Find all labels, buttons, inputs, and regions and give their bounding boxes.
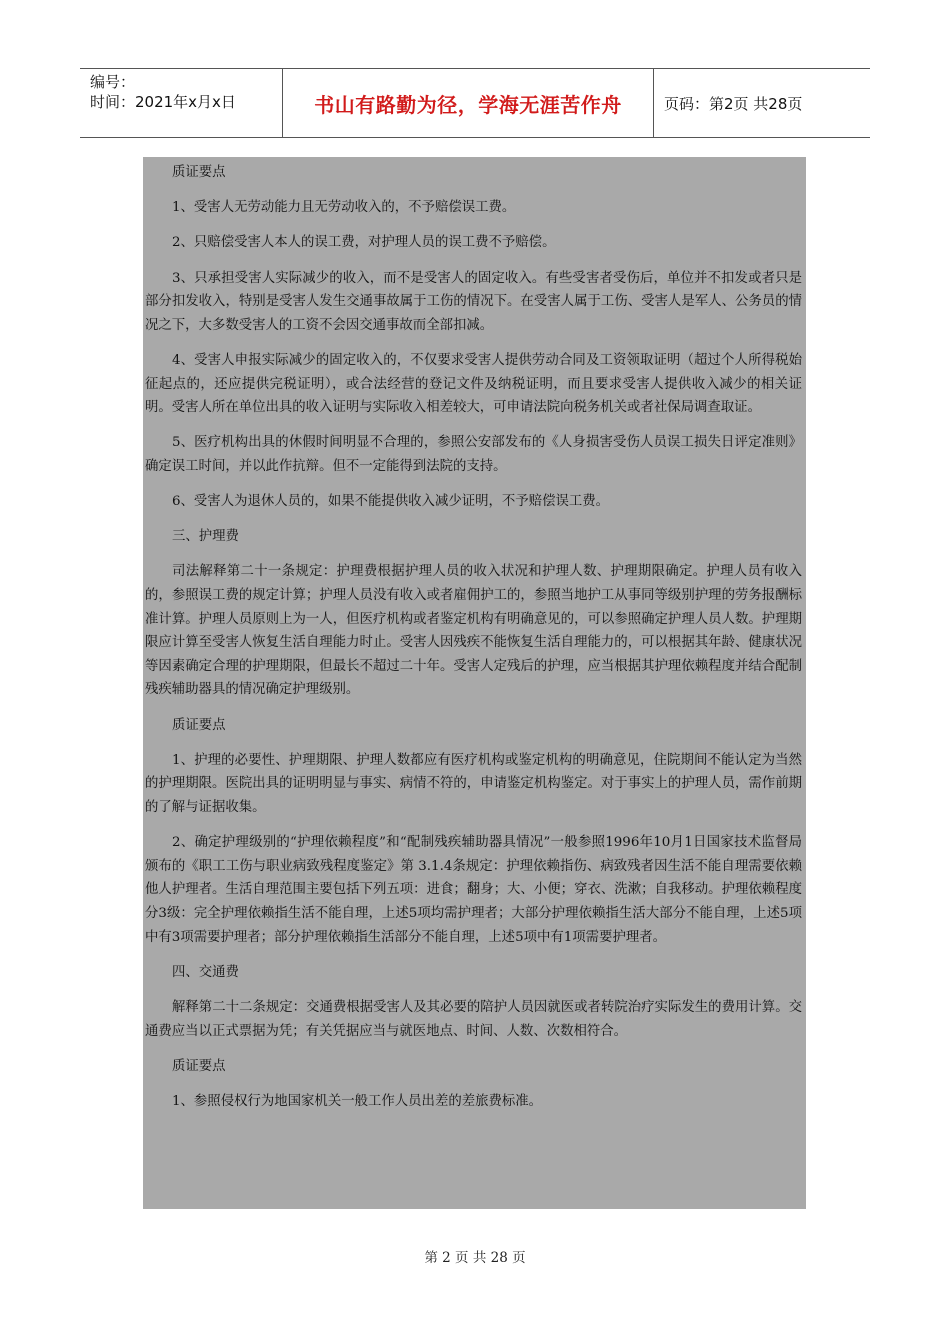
document-body [143, 157, 806, 1209]
header-meta [80, 69, 282, 137]
header-page-number: 页码：第2页 共28页 [664, 94, 803, 113]
body-paragraph: 5、医疗机构出具的休假时间明显不合理的，参照公安部发布的《人身损害受伤人员误工损失日评定准则》确定误工时间，并以此作抗辩。但不一定能得到法院的支持。 [145, 435, 802, 474]
body-paragraph: 6、受害人为退休人员的，如果不能提供收入减少证明，不予赔偿误工费。 [172, 494, 610, 510]
body-paragraph: 1、参照侵权行为地国家机关一般工作人员出差的差旅费标准。 [172, 1093, 543, 1109]
header-motto: 书山有路勤为径，学海无涯苦作舟 [282, 69, 654, 137]
page-header [80, 68, 870, 138]
page-footer: 第 2 页 共 28 页 [424, 1250, 526, 1266]
section-heading: 质证要点 [172, 717, 226, 733]
body-paragraph: 4、受害人申报实际减少的固定收入的，不仅要求受害人提供劳动合同及工资领取证明（超过个人所得税始征起点的，还应提供完税证明），或合法经营的登记文件及纳税证明，而且要求受害人提供收入减少的相关证明。受害人所在单位出具的收入证明与实际收入相差较大，可申请法院向税务机关或者社保局调查取证。 [145, 352, 802, 416]
body-paragraph: 1、受害人无劳动能力且无劳动收入的，不予赔偿误工费。 [172, 200, 516, 216]
body-paragraph: 1、护理的必要性、护理期限、护理人数都应有医疗机构或鉴定机构的明确意见，住院期间不能认定为当然的护理期限。医院出具的证明明显与事实、病情不符的，申请鉴定机构鉴定。对于事实上的护理人员，需作前期的了解与证据收集。 [145, 752, 802, 815]
body-paragraph: 2、只赔偿受害人本人的误工费，对护理人员的误工费不予赔偿。 [172, 235, 556, 251]
section-heading: 质证要点 [172, 165, 226, 180]
body-paragraph: 解释第二十二条规定：交通费根据受害人及其必要的陪护人员因就医或者转院治疗实际发生的费用计算。交通费应当以正式票据为凭；有关凭据应当与就医地点、时间、人数、次数相符合。 [145, 999, 802, 1039]
body-paragraph: 2、确定护理级别的“护理依赖程度”和“配制残疾辅助器具情况”一般参照1996年10月1日国家技术监督局颁布的《职工工伤与职业病致残程度鉴定》第 3.1.4条规定：护理依赖指伤、病致残者因生活不能自理需要依赖他人护理者。生活自理范围主要包括下列五项：进食；翻身；大、小便；穿衣、洗漱；自我移动。护理依赖程度分3级：完全护理依赖指生活不能自理，上述5项均需护理者；大部分护理依赖指生活大部分不能自理，上述5项中有3项需要护理者；部分护理依赖指生活部分不能自理，上述5项中有1项需要护理者。 [145, 835, 802, 945]
document-number-label: 编号： [90, 73, 136, 91]
body-paragraph: 司法解释第二十一条规定：护理费根据护理人员的收入状况和护理人数、护理期限确定。护理人员有收入的，参照误工费的规定计算；护理人员没有收入或者雇佣护工的，参照当地护工从事同等级别护理的劳务报酬标准计算。护理人员原则上为一人，但医疗机构或者鉴定机构有明确意见的，可以参照确定护理人员人数。护理期限应计算至受害人恢复生活自理能力时止。受害人因残疾不能恢复生活自理能力的，可以根据其年龄、健康状况等因素确定合理的护理期限，但最长不超过二十年。受害人定残后的护理，应当根据其护理依赖程度并结合配制残疾辅助器具的情况确定护理级别。 [145, 564, 802, 698]
section-heading: 四、交通费 [172, 964, 239, 980]
body-paragraph: 3、只承担受害人实际减少的收入，而不是受害人的固定收入。有些受害者受伤后，单位并不扣发或者只是部分扣发收入，特别是受害人发生交通事故属于工伤的情况下。在受害人属于工伤、受害人是军人、公务员的情况之下，大多数受害人的工资不会因交通事故而全部扣减。 [145, 270, 802, 333]
section-heading: 三、护理费 [172, 529, 239, 545]
document-date: 时间：2021年x月x日 [90, 93, 236, 111]
section-heading: 质证要点 [172, 1058, 226, 1074]
